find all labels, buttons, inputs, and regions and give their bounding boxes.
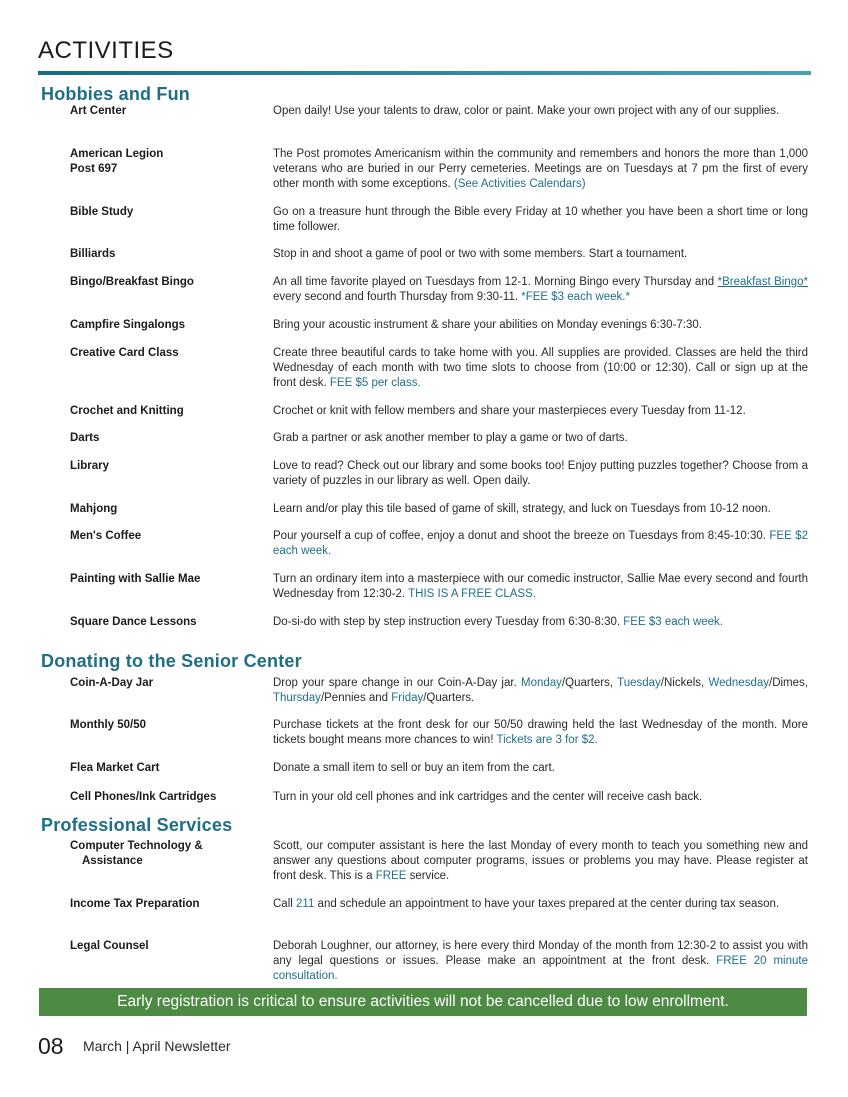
activity-label: Crochet and Knitting xyxy=(70,405,184,417)
activity-label: Campfire Singalongs xyxy=(70,319,186,331)
activity-description: Turn in your old cell phones and ink cartridges and the center will receive cash back. xyxy=(273,791,703,803)
activity-description: Call 211 and schedule an appointment to have your taxes prepared at the center during tax season. xyxy=(273,898,780,910)
activity-label: Library xyxy=(70,460,109,472)
activity-label: Bingo/Breakfast Bingo xyxy=(70,276,194,288)
activity-description: Purchase tickets at the front desk for our 50/50 drawing held the last Wednesday of the month. More tickets bought means more chances to win! Tickets are 3 for $2. xyxy=(273,719,808,746)
activity-description: Bring your acoustic instrument & share your abilities on Monday evenings 6:30-7:30. xyxy=(273,319,702,331)
activity-label: Computer Technology & Assistance xyxy=(70,840,203,867)
activity-description: Go on a treasure hunt through the Bible every Friday at 10 whether you have been a short time or long time follower. xyxy=(273,206,808,233)
activity-label: Monthly 50/50 xyxy=(70,719,147,731)
activity-description: Scott, our computer assistant is here the last Monday of every month to teach you something new and answer any questions about computer programs, issues or problems you may have. Please register at front desk. This is a FREE service. xyxy=(273,840,808,882)
activity-description: Deborah Loughner, our attorney, is here every third Monday of the month from 12:30-2 to assist you with any legal questions or issues. Please make an appointment at the front desk. FREE 20 minute consultation. xyxy=(273,940,808,982)
activity-description: Stop in and shoot a game of pool or two with some members. Start a tournament. xyxy=(273,248,688,260)
activity-description: Open daily! Use your talents to draw, color or paint. Make your own project with any of our supplies. xyxy=(273,105,780,117)
activity-label: Income Tax Preparation xyxy=(70,898,200,910)
activity-label: Flea Market Cart xyxy=(70,762,160,774)
fee-note: FEE $2 each week. xyxy=(273,530,808,557)
registration-banner: Early registration is critical to ensure activities will not be cancelled due to low enrollment. xyxy=(39,988,807,1016)
activity-description: Turn an ordinary item into a masterpiece with our comedic instructor, Sallie Mae every second and fourth Wednesday from 12:30-2. THIS IS A FREE CLASS. xyxy=(273,573,808,600)
newsletter-label: March | April Newsletter xyxy=(83,1038,231,1054)
activity-description: The Post promotes Americanism within the community and remembers and honors the more than 1,000 veterans who are buried in our Perry cemeteries. Meetings are on Tuesdays at 7 pm the first of every other month with some exceptions. (See Activities Calendars) xyxy=(273,148,808,190)
page-title: ACTIVITIES xyxy=(38,37,174,64)
activity-label: Coin-A-Day Jar xyxy=(70,677,154,689)
ticket-price-note: Tickets are 3 for $2. xyxy=(496,734,598,746)
activity-label: Cell Phones/Ink Cartridges xyxy=(70,791,217,803)
activity-label: Men's Coffee xyxy=(70,530,142,542)
fee-note: FEE $5 per class. xyxy=(329,377,421,389)
free-class-note: THIS IS A FREE CLASS. xyxy=(408,588,536,600)
activity-description: Do-si-do with step by step instruction every Tuesday from 6:30-8:30. FEE $3 each week. xyxy=(273,616,724,628)
activity-description: Create three beautiful cards to take home with you. All supplies are provided. Classes are held the third Wednesday of each month with two time slots to choose from (10:00 or 12:30). Call or sign up at the front desk. FEE $5 per class. xyxy=(273,347,808,389)
fee-note: *FEE $3 each week.* xyxy=(521,291,630,303)
fee-note: FEE $3 each week. xyxy=(623,616,724,628)
activity-label: Creative Card Class xyxy=(70,347,179,359)
activity-description: Love to read? Check out our library and some books too! Enjoy putting puzzles together? Choose from a variety of puzzles in our library as well. Open daily. xyxy=(273,460,808,487)
activity-description: An all time favorite played on Tuesdays from 12-1. Morning Bingo every Thursday and *Breakfast Bingo* every second and fourth Thursday from 9:30-11. *FEE $3 each week.* xyxy=(273,276,808,303)
page-number: 08 xyxy=(38,1033,64,1059)
activity-description: Pour yourself a cup of coffee, enjoy a donut and shoot the breeze on Tuesdays from 8:45-10:30. FEE $2 each week. xyxy=(273,530,808,557)
activity-description: Learn and/or play this tile based of game of skill, strategy, and luck on Tuesdays from 10-12 noon. xyxy=(273,503,771,515)
activity-label: Legal Counsel xyxy=(70,940,149,952)
free-note: FREE xyxy=(375,870,407,882)
calendar-note: (See Activities Calendars) xyxy=(453,178,586,190)
activity-label: Square Dance Lessons xyxy=(70,616,197,628)
section-heading-donating: Donating to the Senior Center xyxy=(41,651,302,671)
activity-label: Billiards xyxy=(70,248,116,260)
section-heading-professional: Professional Services xyxy=(41,815,233,835)
activity-description: Grab a partner or ask another member to play a game or two of darts. xyxy=(273,432,628,444)
activity-label: Art Center xyxy=(70,105,127,117)
activity-description: Donate a small item to sell or buy an item from the cart. xyxy=(273,762,555,774)
activity-label: Darts xyxy=(70,432,100,444)
phone-number: 211 xyxy=(296,898,315,910)
activity-label: Painting with Sallie Mae xyxy=(70,573,201,585)
activity-description: Drop your spare change in our Coin-A-Day jar. Monday/Quarters, Tuesday/Nickels, Wednesday/Dimes, Thursday/Pennies and Friday/Quarters. xyxy=(273,677,808,704)
free-consultation-note: FREE 20 minute consultation. xyxy=(273,955,808,982)
activity-label: Bible Study xyxy=(70,206,134,218)
breakfast-bingo-link[interactable]: *Breakfast Bingo* xyxy=(717,276,808,288)
activity-label: Mahjong xyxy=(70,503,118,515)
activity-label: American Legion Post 697 xyxy=(70,148,164,175)
activity-description: Crochet or knit with fellow members and share your masterpieces every Tuesday from 11-12. xyxy=(273,405,746,417)
title-rule xyxy=(38,71,811,75)
section-heading-hobbies: Hobbies and Fun xyxy=(41,84,190,104)
